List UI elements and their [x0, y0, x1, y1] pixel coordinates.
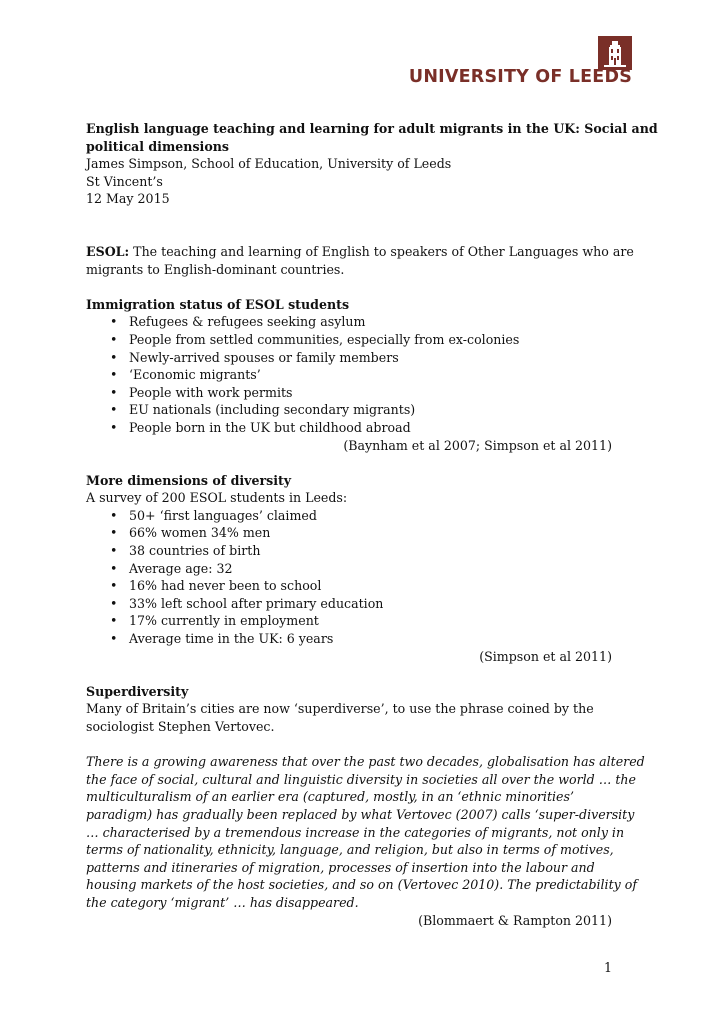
list-item: • Average time in the UK: 6 years [86, 630, 612, 648]
superdiversity-heading: Superdiversity [86, 683, 189, 699]
esol-definition-text: The teaching and learning of English to speakers of Other Languages who are [129, 243, 634, 259]
quote-line: multiculturalism of an earlier era (captured, mostly, in an ‘ethnic minorities’ [86, 789, 574, 805]
quote-citation: (Blommaert & Rampton 2011) [418, 912, 612, 928]
list-item: • 16% had never been to school [86, 577, 612, 595]
university-crest-icon [598, 36, 632, 70]
diversity-intro: A survey of 200 ESOL students in Leeds: [86, 490, 348, 506]
diversity-list [86, 507, 612, 648]
list-item: • People from settled communities, especially from ex-colonies [86, 331, 612, 349]
esol-definition-line-2: migrants to English-dominant countries. [86, 261, 345, 277]
list-item: • EU nationals (including secondary migrants) [86, 401, 612, 419]
author-line: James Simpson, School of Education, University of Leeds [86, 156, 452, 172]
venue-line: St Vincent’s [86, 173, 163, 189]
quote-line: patterns and itineraries of migration, processes of insertion into the labour and [86, 859, 595, 875]
logo-wordmark: UNIVERSITY OF LEEDS [408, 67, 632, 87]
immigration-citation: (Baynham et al 2007; Simpson et al 2011) [343, 437, 612, 453]
document-title-line-1: English language teaching and learning for adult migrants in the UK: Social and [86, 121, 658, 136]
superdiversity-text-line-1: Many of Britain’s cities are now ‘superdiverse’, to use the phrase coined by the [86, 701, 594, 717]
page-number: 1 [603, 960, 612, 975]
list-item: • 17% currently in employment [86, 612, 612, 630]
list-item: • 33% left school after primary education [86, 595, 612, 613]
block-quote [86, 753, 645, 911]
diversity-citation: (Simpson et al 2011) [479, 648, 612, 664]
esol-term: ESOL: [86, 243, 130, 259]
list-item: • People born in the UK but childhood abroad [86, 419, 612, 437]
list-item: • 38 countries of birth [86, 542, 612, 560]
quote-line: … characterised by a tremendous increase in the categories of migrants, not only in [86, 824, 625, 840]
quote-line: the category ‘migrant’ … has disappeared. [86, 894, 359, 910]
list-item: • People with work permits [86, 384, 612, 402]
quote-line: terms of nationality, ethnicity, language, and religion, but also in terms of motives, [86, 842, 614, 858]
diversity-heading: More dimensions of diversity [86, 472, 292, 488]
quote-line: the face of social, cultural and linguistic diversity in societies all over the world … the [86, 771, 636, 787]
quote-line: housing markets of the host societies, and so on (Vertovec 2010). The predictability of [86, 877, 638, 893]
list-item: • 50+ ‘first languages’ claimed [86, 507, 612, 525]
list-item: • ‘Economic migrants’ [86, 366, 612, 384]
esol-definition [86, 243, 634, 261]
list-item: • Refugees & refugees seeking asylum [86, 313, 612, 331]
immigration-list [86, 313, 612, 436]
superdiversity-text-line-2: sociologist Stephen Vertovec. [86, 719, 275, 734]
immigration-heading: Immigration status of ESOL students [86, 296, 350, 312]
document-body [86, 120, 658, 929]
quote-line: There is a growing awareness that over the past two decades, globalisation has altered [86, 754, 645, 770]
quote-line: paradigm) has gradually been replaced by what Vertovec (2007) calls ‘super-diversity [86, 806, 635, 822]
document-title-line-2: political dimensions [86, 138, 229, 154]
list-item: • Average age: 32 [86, 560, 612, 578]
university-logo [408, 36, 632, 92]
list-item: • Newly-arrived spouses or family members [86, 349, 612, 367]
date-line: 12 May 2015 [86, 191, 170, 207]
list-item: • 66% women 34% men [86, 524, 612, 542]
